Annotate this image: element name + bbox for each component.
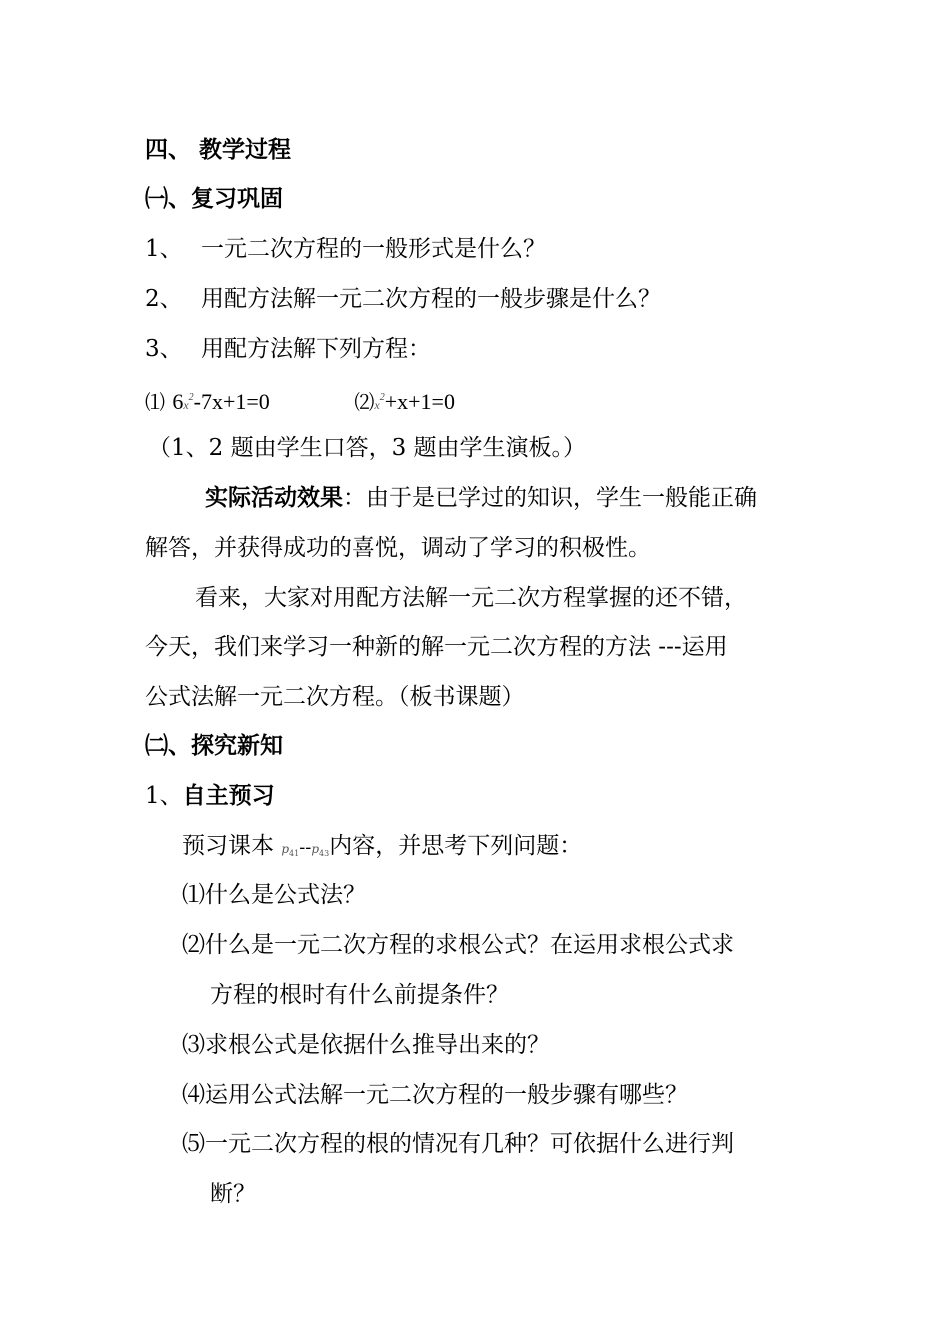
activity-label: 实际活动效果: [205, 484, 343, 511]
equation-1-coefficient: 6: [172, 389, 184, 414]
answer-note: （1、2 题由学生口答，3 题由学生演板。）: [148, 435, 587, 461]
equation-2-variable: x: [374, 398, 380, 412]
question-1-label: ⑴: [182, 882, 205, 908]
section-heading: 四、 教学过程: [145, 136, 292, 163]
equation-1-label: ⑴: [145, 390, 165, 414]
page-dash: --: [299, 837, 312, 858]
question-1: [182, 880, 366, 910]
equation-2-rest: +x+1=0: [384, 389, 455, 414]
question-1-text: 什么是公式法？: [205, 882, 366, 908]
review-item-2: [145, 284, 661, 314]
equation-2-label: ⑵: [354, 390, 375, 414]
question-5-text: 一元二次方程的根的情况有几种？可依据什么进行判: [205, 1131, 734, 1157]
review-item-2-number: 2、: [145, 286, 183, 312]
question-3: [182, 1030, 550, 1060]
question-4-text: 运用公式法解一元二次方程的一般步骤有哪些？: [205, 1082, 688, 1108]
page-subscript-2: 43: [319, 849, 330, 858]
question-2-continuation: 方程的根时有什么前提条件？: [210, 982, 509, 1008]
equations-row: [145, 383, 455, 420]
review-item-3-text: 用配方法解下列方程：: [201, 336, 431, 362]
question-3-label: ⑶: [182, 1032, 205, 1058]
page-variable-1: p: [281, 842, 289, 856]
page-subscript-1: 41: [289, 849, 300, 858]
question-4: [182, 1080, 688, 1110]
question-3-text: 求根公式是依据什么推导出来的？: [205, 1032, 550, 1058]
subsection-number: 1、: [145, 783, 183, 809]
activity-text-1: ：由于是已学过的知识，学生一般能正确: [343, 485, 757, 511]
preview-instruction: [182, 831, 582, 869]
equation-1-variable: x: [183, 398, 189, 412]
preview-text-before: 预习课本: [182, 833, 274, 859]
question-5: [182, 1129, 734, 1159]
section-1-title: ㈠、复习巩固: [145, 185, 283, 212]
section-2-title: ㈡、探究新知: [145, 732, 283, 759]
paragraph-line-3: 公式法解一元二次方程。（板书课题）: [145, 684, 525, 710]
review-item-2-text: 用配方法解一元二次方程的一般步骤是什么？: [201, 286, 661, 312]
question-2: [182, 930, 734, 960]
question-2-label: ⑵: [182, 932, 205, 958]
review-item-1-text: 一元二次方程的一般形式是什么？: [201, 236, 546, 262]
review-item-3-number: 3、: [145, 336, 183, 362]
review-item-1: [145, 234, 546, 264]
subsection-heading: [145, 781, 275, 811]
review-item-1-number: 1、: [145, 236, 183, 262]
equation-2: [374, 389, 455, 414]
question-5-continuation: 断？: [210, 1181, 256, 1207]
equation-1-rest: -7x+1=0: [193, 389, 270, 414]
equation-1: [172, 389, 269, 414]
activity-line-1: [205, 483, 757, 513]
subsection-title: 自主预习: [182, 782, 275, 809]
question-2-text: 什么是一元二次方程的求根公式？在运用求根公式求: [205, 932, 734, 958]
equation-1-exponent: 2: [188, 392, 194, 403]
equation-2-exponent: 2: [379, 392, 385, 403]
review-item-3: [145, 334, 431, 364]
paragraph-line-2: 今天，我们来学习一种新的解一元二次方程的方法 ---运用: [145, 634, 728, 660]
page-variable-2: p: [311, 842, 320, 856]
question-4-label: ⑷: [182, 1082, 205, 1108]
paragraph-line-1: 看来，大家对用配方法解一元二次方程掌握的还不错，: [195, 585, 747, 611]
activity-line-2: 解答，并获得成功的喜悦，调动了学习的积极性。: [145, 535, 651, 561]
preview-text-after: 内容，并思考下列问题：: [329, 833, 583, 859]
question-5-label: ⑸: [182, 1131, 205, 1157]
